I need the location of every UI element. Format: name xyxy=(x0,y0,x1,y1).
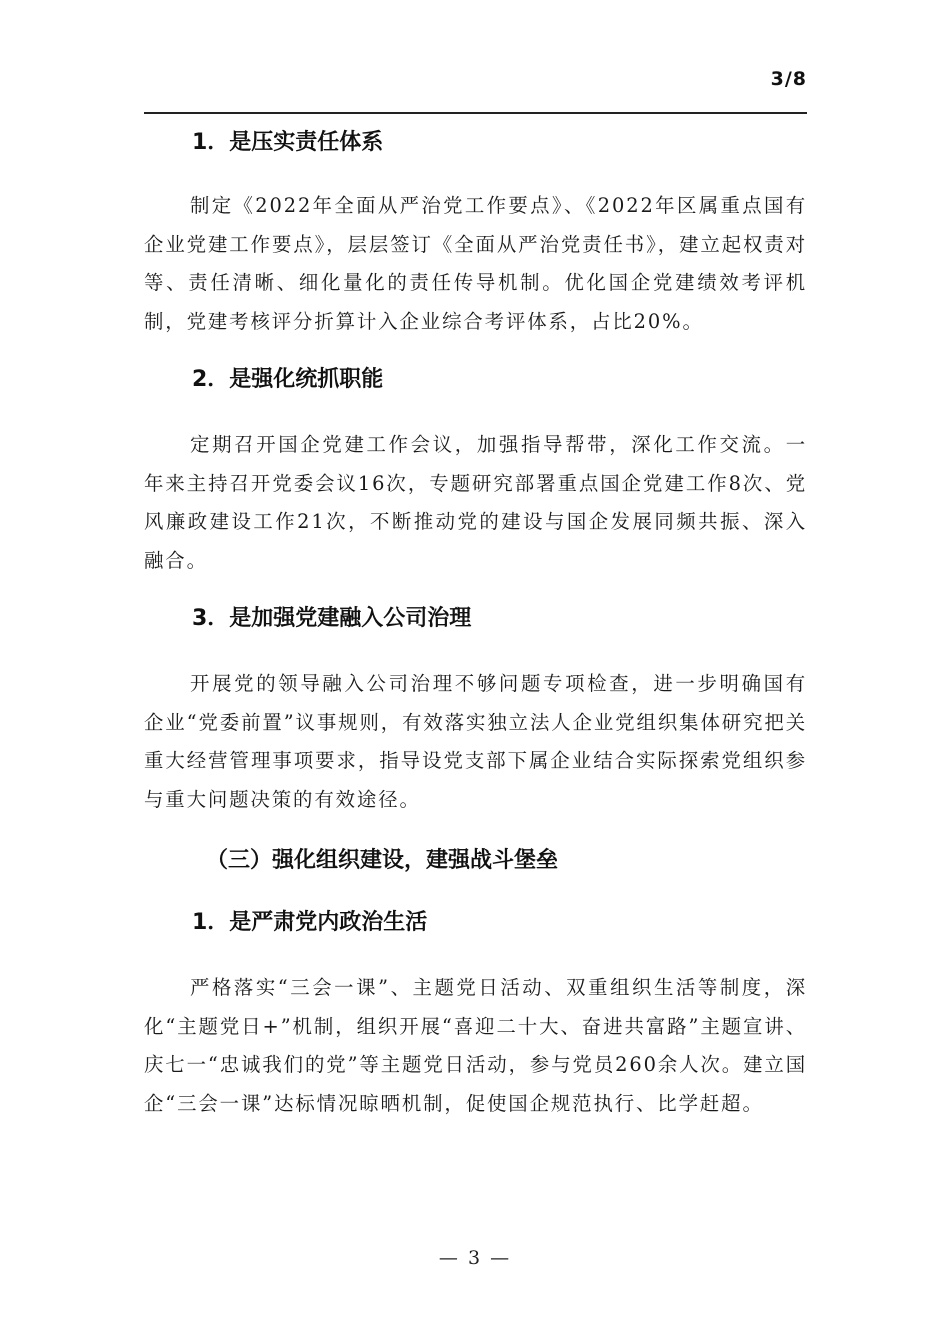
page-counter: 3/8 xyxy=(770,68,807,90)
section-heading: （三）强化组织建设，建强战斗堡垒 xyxy=(206,848,559,873)
document-body xyxy=(144,112,807,1123)
subsection-heading: 2．是强化统抓职能 xyxy=(192,367,384,392)
body-paragraph: 定期召开国企党建工作会议，加强指导帮带，深化工作交流。一年来主持召开党委会议16次，专题研究部署重点国企党建工作8次、党风廉政建设工作21次，不断推动党的建设与国企发展同频共振、深入融合。 xyxy=(144,433,807,572)
body-paragraph: 制定《2022年全面从严治党工作要点》、《2022年区属重点国有企业党建工作要点》，层层签订《全面从严治党责任书》，建立起权责对等、责任清晰、细化量化的责任传导机制。优化国企党建绩效考评机制，党建考核评分折算计入企业综合考评体系，占比20%。 xyxy=(144,194,807,333)
page-number: — 3 — xyxy=(438,1247,512,1269)
body-paragraph: 严格落实“三会一课”、主题党日活动、双重组织生活等制度，深化“主题党日+”机制，组织开展“喜迎二十大、奋进共富路”主题宣讲、庆七一“忠诚我们的党”等主题党日活动，参与党员260余人次。建立国企“三会一课”达标情况晾晒机制，促使国企规范执行、比学赶超。 xyxy=(144,976,807,1115)
subsection-heading: 1．是严肃党内政治生活 xyxy=(192,910,428,935)
subsection-heading: 3．是加强党建融入公司治理 xyxy=(192,606,472,631)
subsection-heading: 1．是压实责任体系 xyxy=(192,130,384,155)
body-paragraph: 开展党的领导融入公司治理不够问题专项检查，进一步明确国有企业“党委前置”议事规则，有效落实独立法人企业党组织集体研究把关重大经营管理事项要求，指导设党支部下属企业结合实际探索党组织参与重大问题决策的有效途径。 xyxy=(144,672,807,811)
